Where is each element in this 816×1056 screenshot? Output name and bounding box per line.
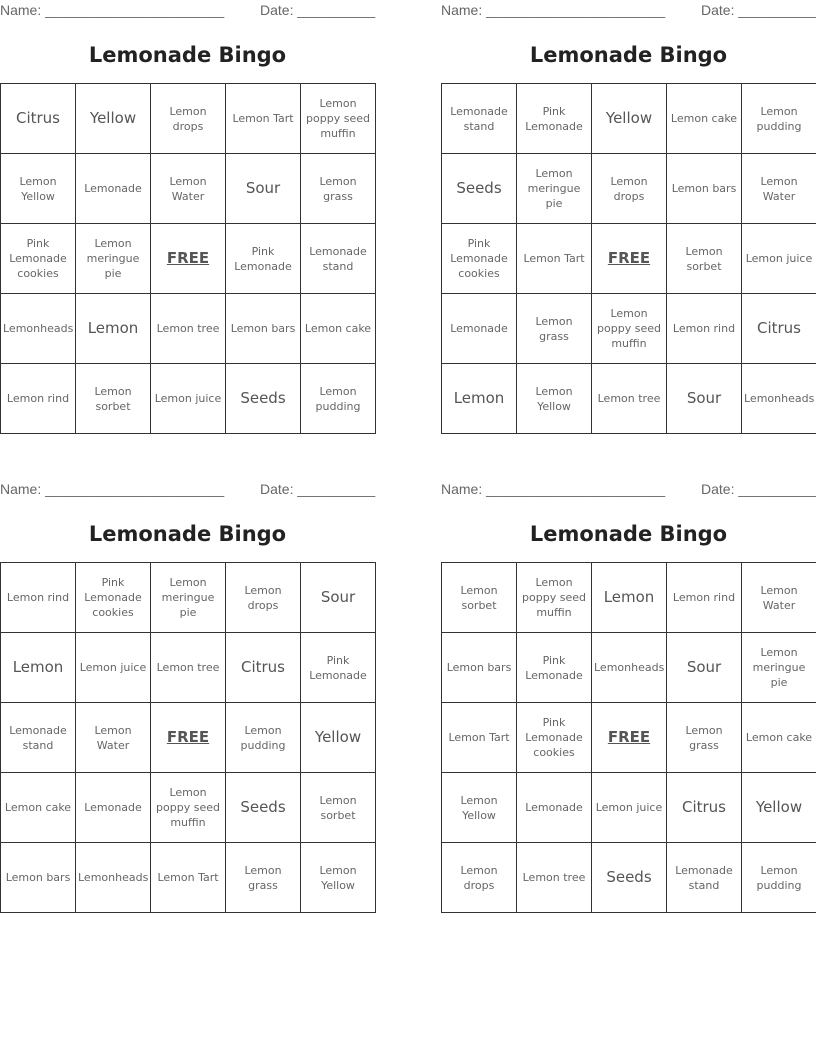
bingo-cell[interactable]: Lemon	[442, 364, 517, 434]
bingo-cell[interactable]: Pink Lemonade cookies	[517, 703, 592, 773]
bingo-cell[interactable]: Lemon poppy seed muffin	[301, 84, 376, 154]
card-header	[441, 479, 816, 501]
bingo-cell[interactable]: Lemon sorbet	[301, 773, 376, 843]
bingo-cell[interactable]: Lemon Water	[76, 703, 151, 773]
bingo-cell[interactable]: Lemon drops	[226, 563, 301, 633]
bingo-cell[interactable]: Lemonheads	[1, 294, 76, 364]
bingo-cell[interactable]: Lemon pudding	[742, 84, 816, 154]
bingo-cell[interactable]: Lemon rind	[667, 563, 742, 633]
bingo-cell[interactable]: Lemon Yellow	[517, 364, 592, 434]
bingo-cell[interactable]: Yellow	[76, 84, 151, 154]
bingo-cell[interactable]: Sour	[226, 154, 301, 224]
bingo-cell[interactable]: Lemon rind	[1, 364, 76, 434]
bingo-cell[interactable]: Lemon bars	[1, 843, 76, 913]
bingo-row	[442, 154, 816, 224]
bingo-row	[1, 294, 376, 364]
bingo-cell[interactable]: Lemonade	[442, 294, 517, 364]
bingo-row	[1, 773, 376, 843]
name-field[interactable]: Name: _______________________	[0, 481, 225, 497]
bingo-row	[442, 703, 816, 773]
card-header	[0, 479, 375, 501]
bingo-cell[interactable]: Lemon sorbet	[442, 563, 517, 633]
bingo-cell[interactable]: Lemon tree	[151, 633, 226, 703]
bingo-cell[interactable]: Lemon juice	[151, 364, 226, 434]
bingo-cell[interactable]: Lemonade stand	[1, 703, 76, 773]
bingo-cell[interactable]: Yellow	[742, 773, 816, 843]
bingo-cell[interactable]: Lemon cake	[667, 84, 742, 154]
bingo-cell[interactable]: Seeds	[442, 154, 517, 224]
bingo-cell[interactable]: Lemon meringue pie	[76, 224, 151, 294]
card-title: Lemonade Bingo	[529, 522, 728, 546]
bingo-row	[442, 294, 816, 364]
bingo-cell[interactable]: Lemon drops	[442, 843, 517, 913]
bingo-cell[interactable]: Lemon tree	[151, 294, 226, 364]
bingo-cell[interactable]: Lemon cake	[1, 773, 76, 843]
bingo-cell[interactable]: Pink Lemonade cookies	[442, 224, 517, 294]
bingo-cell[interactable]: Lemon meringue pie	[151, 563, 226, 633]
bingo-grid	[441, 83, 816, 434]
bingo-cell[interactable]: Lemon Tart	[226, 84, 301, 154]
card-title: Lemonade Bingo	[88, 522, 287, 546]
bingo-row	[1, 843, 376, 913]
bingo-cell[interactable]: Lemon grass	[517, 294, 592, 364]
bingo-grid	[441, 562, 816, 913]
bingo-cell[interactable]: Lemon Water	[151, 154, 226, 224]
bingo-cell[interactable]: Lemon grass	[667, 703, 742, 773]
bingo-cell[interactable]: Lemon pudding	[301, 364, 376, 434]
bingo-cell[interactable]: Lemon Tart	[151, 843, 226, 913]
bingo-cell[interactable]: Lemon	[592, 563, 667, 633]
bingo-cell[interactable]: Sour	[667, 364, 742, 434]
card-header	[441, 0, 816, 22]
bingo-row	[442, 773, 816, 843]
name-field[interactable]: Name: _______________________	[0, 2, 225, 18]
bingo-cell[interactable]: Citrus	[667, 773, 742, 843]
bingo-cell[interactable]: Lemon Water	[742, 154, 816, 224]
bingo-cell[interactable]: Lemonade	[76, 773, 151, 843]
date-field[interactable]: Date: __________	[701, 481, 816, 497]
bingo-cell[interactable]: Sour	[667, 633, 742, 703]
bingo-cell[interactable]: Lemon sorbet	[76, 364, 151, 434]
card-title: Lemonade Bingo	[529, 43, 728, 67]
bingo-row	[442, 633, 816, 703]
bingo-cell[interactable]: Lemon meringue pie	[742, 633, 816, 703]
bingo-cell[interactable]: Lemon juice	[76, 633, 151, 703]
bingo-card-4	[441, 479, 816, 892]
bingo-cell[interactable]: Lemon	[76, 294, 151, 364]
bingo-cell[interactable]: Seeds	[592, 843, 667, 913]
bingo-row	[1, 703, 376, 773]
bingo-cell[interactable]: Lemon grass	[301, 154, 376, 224]
bingo-row	[1, 224, 376, 294]
bingo-cell[interactable]: Pink Lemonade cookies	[76, 563, 151, 633]
bingo-cell[interactable]: Lemon Yellow	[301, 843, 376, 913]
bingo-cell[interactable]: Lemon cake	[301, 294, 376, 364]
bingo-cell[interactable]: Lemon pudding	[226, 703, 301, 773]
bingo-cell[interactable]: Seeds	[226, 364, 301, 434]
bingo-cell[interactable]: Lemon cake	[742, 703, 816, 773]
bingo-row	[1, 633, 376, 703]
bingo-cell[interactable]: Lemon	[1, 633, 76, 703]
bingo-cell[interactable]: Lemon bars	[442, 633, 517, 703]
bingo-cell[interactable]: Lemon tree	[592, 364, 667, 434]
bingo-cell[interactable]: Lemon Tart	[517, 224, 592, 294]
bingo-cell[interactable]: Pink Lemonade	[517, 84, 592, 154]
bingo-card-1	[0, 0, 376, 413]
bingo-cell[interactable]: Lemonheads	[592, 633, 667, 703]
bingo-cell[interactable]: Lemon tree	[517, 843, 592, 913]
bingo-cell[interactable]: Pink Lemonade	[517, 633, 592, 703]
bingo-row	[442, 84, 816, 154]
bingo-cell[interactable]: Lemonheads	[76, 843, 151, 913]
bingo-row	[1, 84, 376, 154]
bingo-cell[interactable]: Lemonade	[76, 154, 151, 224]
bingo-row	[1, 563, 376, 633]
bingo-cell[interactable]: Lemon poppy seed muffin	[517, 563, 592, 633]
bingo-cell[interactable]: Lemon juice	[592, 773, 667, 843]
date-field[interactable]: Date: __________	[260, 2, 376, 18]
bingo-row	[442, 224, 816, 294]
bingo-cell[interactable]: Lemon bars	[667, 154, 742, 224]
name-field[interactable]: Name: _______________________	[441, 2, 666, 18]
bingo-card-2	[441, 0, 816, 413]
bingo-row	[442, 843, 816, 913]
bingo-cell[interactable]: Citrus	[1, 84, 76, 154]
bingo-cell[interactable]: Lemon meringue pie	[517, 154, 592, 224]
bingo-cell[interactable]: Lemon Water	[742, 563, 816, 633]
bingo-grid	[0, 562, 376, 913]
bingo-cell[interactable]: Lemon pudding	[742, 843, 816, 913]
bingo-cell[interactable]: Pink Lemonade	[226, 224, 301, 294]
bingo-card-3	[0, 479, 376, 892]
bingo-cell[interactable]: Lemon drops	[151, 84, 226, 154]
card-title: Lemonade Bingo	[88, 43, 287, 67]
bingo-cell[interactable]: Citrus	[226, 633, 301, 703]
bingo-cell[interactable]: Lemon Yellow	[442, 773, 517, 843]
bingo-cell[interactable]: Pink Lemonade	[301, 633, 376, 703]
bingo-cell[interactable]: Yellow	[592, 84, 667, 154]
bingo-cell[interactable]: Citrus	[742, 294, 816, 364]
bingo-cell[interactable]: Lemon poppy seed muffin	[592, 294, 667, 364]
bingo-cell[interactable]: Seeds	[226, 773, 301, 843]
bingo-grid	[0, 83, 376, 434]
bingo-cell[interactable]: Lemon juice	[742, 224, 816, 294]
name-field[interactable]: Name: _______________________	[441, 481, 666, 497]
bingo-cell[interactable]: Lemon rind	[667, 294, 742, 364]
free-space[interactable]: FREE	[151, 224, 226, 294]
bingo-cell[interactable]: Lemonade stand	[301, 224, 376, 294]
bingo-cell[interactable]: Lemon drops	[592, 154, 667, 224]
card-header	[0, 0, 375, 22]
bingo-cell[interactable]: Lemonade stand	[442, 84, 517, 154]
date-field[interactable]: Date: __________	[701, 2, 816, 18]
bingo-cell[interactable]: Lemon grass	[226, 843, 301, 913]
bingo-cell[interactable]: Lemon rind	[1, 563, 76, 633]
bingo-cell[interactable]: Sour	[301, 563, 376, 633]
free-space[interactable]: FREE	[592, 224, 667, 294]
bingo-cell[interactable]: Lemon bars	[226, 294, 301, 364]
bingo-cell[interactable]: Lemonheads	[742, 364, 816, 434]
bingo-cell[interactable]: Lemon sorbet	[667, 224, 742, 294]
free-space[interactable]: FREE	[592, 703, 667, 773]
bingo-cell[interactable]: Lemon Tart	[442, 703, 517, 773]
free-space[interactable]: FREE	[151, 703, 226, 773]
bingo-row	[442, 364, 816, 434]
bingo-cell[interactable]: Lemon poppy seed muffin	[151, 773, 226, 843]
bingo-row	[1, 364, 376, 434]
bingo-cell[interactable]: Lemon Yellow	[1, 154, 76, 224]
bingo-cell[interactable]: Lemonade	[517, 773, 592, 843]
date-field[interactable]: Date: __________	[260, 481, 376, 497]
bingo-row	[442, 563, 816, 633]
bingo-cell[interactable]: Pink Lemonade cookies	[1, 224, 76, 294]
bingo-cell[interactable]: Lemonade stand	[667, 843, 742, 913]
bingo-row	[1, 154, 376, 224]
bingo-cell[interactable]: Yellow	[301, 703, 376, 773]
